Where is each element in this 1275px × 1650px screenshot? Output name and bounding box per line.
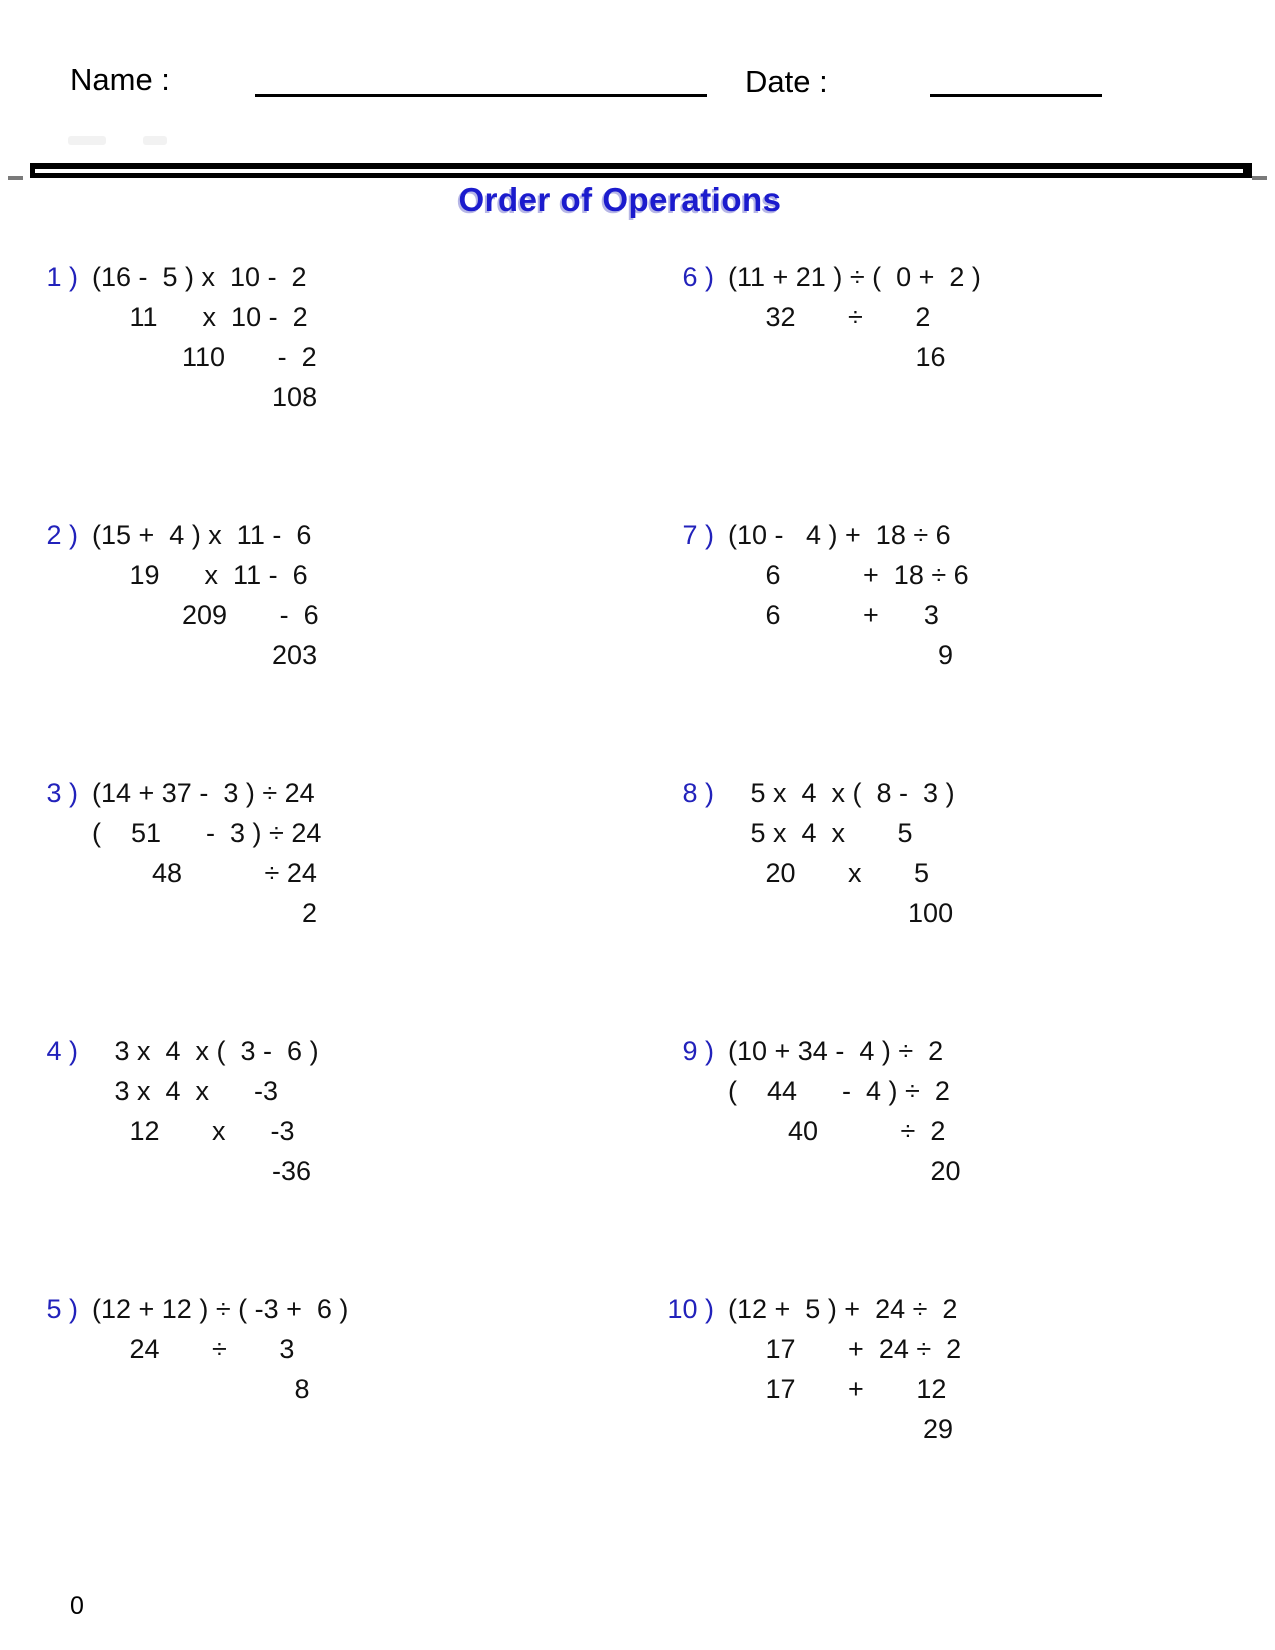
math-line: 16 — [728, 342, 946, 372]
math-line: 11 x 10 - 2 — [92, 302, 308, 332]
divider-end-dash — [1252, 176, 1267, 180]
problem-4 — [0, 1019, 636, 1277]
faint-print-artifact — [68, 136, 106, 145]
math-line: ( 44 - 4 ) ÷ 2 — [728, 1076, 950, 1106]
problem-number: 8 ) — [682, 778, 714, 808]
problem-number: 7 ) — [682, 520, 714, 550]
problem-3 — [0, 761, 636, 1019]
name-label: Name : — [70, 62, 170, 97]
problem-number: 6 ) — [682, 262, 714, 292]
problem-number: 1 ) — [46, 262, 78, 292]
math-line: 32 ÷ 2 — [728, 302, 931, 332]
math-line — [728, 377, 981, 417]
math-line: -36 — [92, 1156, 312, 1186]
problem-1 — [0, 245, 636, 503]
problem-number: 4 ) — [46, 1036, 78, 1066]
date-blank-line — [930, 94, 1102, 97]
math-line: 6 + 18 ÷ 6 — [728, 560, 969, 590]
math-line: 110 - 2 — [92, 342, 317, 372]
math-line: (10 - 4 ) + 18 ÷ 6 — [728, 520, 951, 550]
divider-end-dash — [8, 176, 23, 180]
page-number: 0 — [70, 1592, 84, 1620]
problem-number: 10 ) — [667, 1294, 714, 1324]
math-line: 17 + 24 ÷ 2 — [728, 1334, 962, 1364]
problem-number: 5 ) — [46, 1294, 78, 1324]
math-line: 8 — [92, 1374, 310, 1404]
problem-number: 3 ) — [46, 778, 78, 808]
math-line: 29 — [728, 1414, 954, 1444]
math-line: (10 + 34 - 4 ) ÷ 2 — [728, 1036, 944, 1066]
problem-8 — [636, 761, 1275, 1019]
problem-number: 9 ) — [682, 1036, 714, 1066]
math-line: (15 + 4 ) x 11 - 6 — [92, 520, 312, 550]
math-line: 3 x 4 x ( 3 - 6 ) — [92, 1036, 319, 1066]
math-line: 108 — [92, 382, 318, 412]
problems-grid — [0, 245, 1275, 1535]
math-line: 5 x 4 x ( 8 - 3 ) — [728, 778, 955, 808]
faint-print-artifact — [143, 136, 167, 145]
math-line: 209 - 6 — [92, 600, 319, 630]
math-line: 6 + 3 — [728, 600, 939, 630]
math-line: 20 x 5 — [728, 858, 930, 888]
math-line: 40 ÷ 2 — [728, 1116, 946, 1146]
problem-number: 2 ) — [46, 520, 78, 550]
problem-2 — [0, 503, 636, 761]
math-line: (16 - 5 ) x 10 - 2 — [92, 262, 307, 292]
math-line: (11 + 21 ) ÷ ( 0 + 2 ) — [728, 262, 981, 292]
math-line: 100 — [728, 898, 954, 928]
problem-7 — [636, 503, 1275, 761]
math-line: 2 — [92, 898, 318, 928]
math-line: 24 ÷ 3 — [92, 1334, 295, 1364]
math-line: 12 x -3 — [92, 1116, 295, 1146]
double-rule-divider — [30, 163, 1252, 178]
math-line: 48 ÷ 24 — [92, 858, 317, 888]
math-line: 17 + 12 — [728, 1374, 947, 1404]
math-line: (12 + 12 ) ÷ ( -3 + 6 ) — [92, 1294, 349, 1324]
math-line: 19 x 11 - 6 — [92, 560, 308, 590]
math-line: 5 x 4 x 5 — [728, 818, 913, 848]
math-line: (14 + 37 - 3 ) ÷ 24 — [92, 778, 315, 808]
problem-9 — [636, 1019, 1275, 1277]
problem-5 — [0, 1277, 636, 1535]
page-title: Order of Operations — [458, 181, 782, 218]
math-line — [92, 1409, 348, 1449]
name-blank-line — [255, 94, 707, 97]
math-line: 9 — [728, 640, 954, 670]
math-line: ( 51 - 3 ) ÷ 24 — [92, 818, 322, 848]
problem-6 — [636, 245, 1275, 503]
math-line: (12 + 5 ) + 24 ÷ 2 — [728, 1294, 958, 1324]
date-label: Date : — [745, 64, 828, 99]
math-line: 20 — [728, 1156, 961, 1186]
math-line: 203 — [92, 640, 318, 670]
math-line: 3 x 4 x -3 — [92, 1076, 279, 1106]
problem-10 — [636, 1277, 1275, 1535]
